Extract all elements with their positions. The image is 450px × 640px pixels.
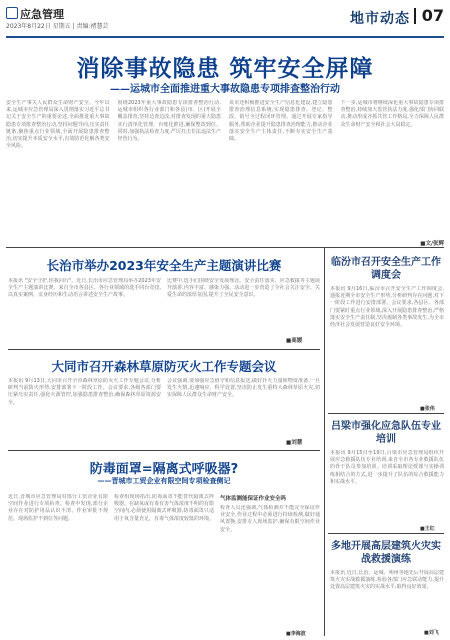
- page-number: 07: [421, 6, 444, 25]
- logo-icon: [6, 7, 18, 19]
- story-headline: 长治市举办2023年安全生产主题演讲比赛: [46, 258, 282, 273]
- masthead: [6, 6, 444, 34]
- story-paragraph: 检查人员还强调,气体检测并不能完全保证作业安全,作业过程中必须进行持续检测,做好通风置换,安排专人现场监护,确保有限空间作业安全。: [220, 505, 320, 533]
- right-story-byline: ■刘飞: [424, 630, 439, 636]
- story-paragraph: 本报讯 "安全守护,你我同行"。近日,长治市应急管理局举办2023年安全生产主题演讲比赛。来自全市各县区、各行业领域的选手同台竞技,以真实案例、亲身经历和生动语言讲述安全生产故事。: [8, 278, 161, 299]
- story-paragraph: 本报讯 9月13日,大同市召开全市森林草原防灭火工作专题会议,分析研判当前防火形势,安排部署下一阶段工作。会议要求,各级各部门要压紧压实责任,强化火源管控,加强隐患排查整治,确保森林草原资源安全。: [8, 378, 161, 406]
- story-paragraph: 近日,晋城市应急管理局对部分工贸企业有限空间作业进行专项检查。检查中发现,部分企业存在对防护用品认识不清、作业审批不规范、现场监护不到位等问题。: [8, 494, 108, 522]
- story-byline: ■李海波: [286, 631, 306, 637]
- section-divider: [6, 247, 444, 248]
- right-story-byline: ■张伟: [420, 406, 435, 412]
- lead-column: 下一步,运城市将继续深化重大事故隐患专项排查整治,持续加大监管执法力度,强化部门协同联动,推动形成齐抓共管工作格局,全力保障人民群众生命财产安全和社会大局稳定。: [340, 100, 444, 128]
- lead-subhead: ——运城市全面推进重大事故隐患专项排查整治行动: [110, 84, 340, 95]
- lead-byline: ■文/张辉: [420, 241, 444, 247]
- story-headline: 大同市召开森林草原防灭火工作专题会议: [51, 359, 277, 374]
- right-story-byline: ■王红: [420, 526, 435, 532]
- story-paragraph: 比赛中,选手们围绕安全发展理念、安全责任落实、应急救援等主题展开演讲,内容丰富、感染力强。活动进一步营造了全社会关注安全、关爱生命的浓厚氛围,提升了全民安全意识。: [167, 278, 320, 299]
- paper-logo: [6, 6, 64, 22]
- story-divider: [8, 450, 320, 451]
- story-sidebar: [220, 494, 320, 634]
- right-story-body: 本报讯 近日,长治、运城、朔州等地先后开展高层建筑火灾实战救援演练,检验各部门应急联动能力,提升处置高层建筑火灾的实战水平,取得良好效果。: [330, 570, 444, 591]
- section-title: 地市动态: [350, 11, 410, 27]
- story-body: [8, 494, 320, 634]
- lead-column: 围绕2023年重大事故隐患专项排查整治行动,运城市组织各行业部门和各县(市、区)开展全覆盖排查,坚持边查边改,对排查发现的重大隐患实行清单化管理、台账化推进,确保整改到位。同时,加强执法检查力度,严厉打击非法违法生产经营行为。: [117, 100, 221, 143]
- story-divider: [8, 349, 320, 350]
- sidebar-heading: 气体监测能保证作业安全吗: [220, 496, 287, 502]
- story-byline: ■高媛: [286, 338, 303, 344]
- story-body: [8, 378, 320, 436]
- right-story-headline: 临汾市召开安全生产工作调度会: [331, 257, 441, 281]
- right-story-headline: 多地开展高层建筑火灾实战救援演练: [331, 541, 441, 565]
- lead-column: 安全生产事关人民群众生命财产安全。今年以来,运城市应急管理局深入贯彻落实习近平总书记关于安全生产的重要论述,全面推进重大事故隐患专项排查整治行动,坚持问题导向,压实责任链条,聚焦重点行业领域,全面开展隐患排查整治,切实提升本质安全水平,有效防范化解各类安全风险。: [6, 100, 110, 150]
- masthead-rule: [6, 36, 444, 38]
- right-story-divider: [328, 533, 444, 534]
- story-headline: 防毒面罩=隔离式呼吸器?: [89, 462, 239, 477]
- right-story-body: 本报讯 9月15日至19日,吕梁市应急管理局组织开展应急救援队伍专业培训,来自全市各专业救援队伍的骨干队员参加培训。培训采取理论授课与实操训练相结合的方式,进一步提升了队伍的综合救援能力和实战水平。: [330, 450, 444, 485]
- paper-name: 应急管理: [20, 8, 64, 21]
- story-paragraph: 检查组现场指出,防毒面罩不能替代隔离式呼吸器。在缺氧或有毒有害气体浓度不明的有限空间内,必须使用隔离式呼吸器,防毒面罩只适用于氧含量充足、有毒气体浓度较低的环境。: [114, 494, 214, 522]
- lead-column: 该市还积极推进安全生产信息化建设,建立隐患排查治理信息系统,实现隐患排查、登记、整改、销号全过程闭环管理。通过开展专家指导服务,帮助企业提升隐患排查治理能力,推动企业落实安全生产主体责任,不断夯实安全生产基础。: [229, 100, 333, 143]
- story-paragraph: 会议强调,要加强应急值守和信息报送,做好扑火力量和物资准备,一旦发生火情,迅速响应、科学处置,坚决防止发生重特大森林草原火灾,切实保障人民群众生命财产安全。: [167, 378, 320, 399]
- right-story-headline: 吕梁市强化应急队伍专业培训: [331, 421, 441, 445]
- lead-headline: 消除事故隐患 筑牢安全屏障: [76, 56, 374, 82]
- story-byline: ■刘慧: [286, 440, 303, 446]
- right-story-body: 本报讯 9月16日,临汾市召开安全生产工作调度会,通报近期全市安全生产形势,分析研判存在问题,对下一阶段工作进行安排部署。会议要求,各县区、各部门要紧盯重点行业领域,深入开展隐患排查整治,严格落实安全生产责任制,坚决遏制各类事故发生,为全市经济社会发展营造良好安全环境。: [330, 286, 444, 329]
- lead-body: [6, 100, 444, 240]
- right-story-divider: [328, 413, 444, 414]
- column-divider: [324, 248, 325, 636]
- story-subhead: ——晋城市工贸企业有限空间专项检查侧记: [97, 477, 231, 485]
- story-body: [8, 278, 320, 334]
- issue-line: 2023年8月22日 星期五 | 责编:褚慧芸: [6, 23, 109, 30]
